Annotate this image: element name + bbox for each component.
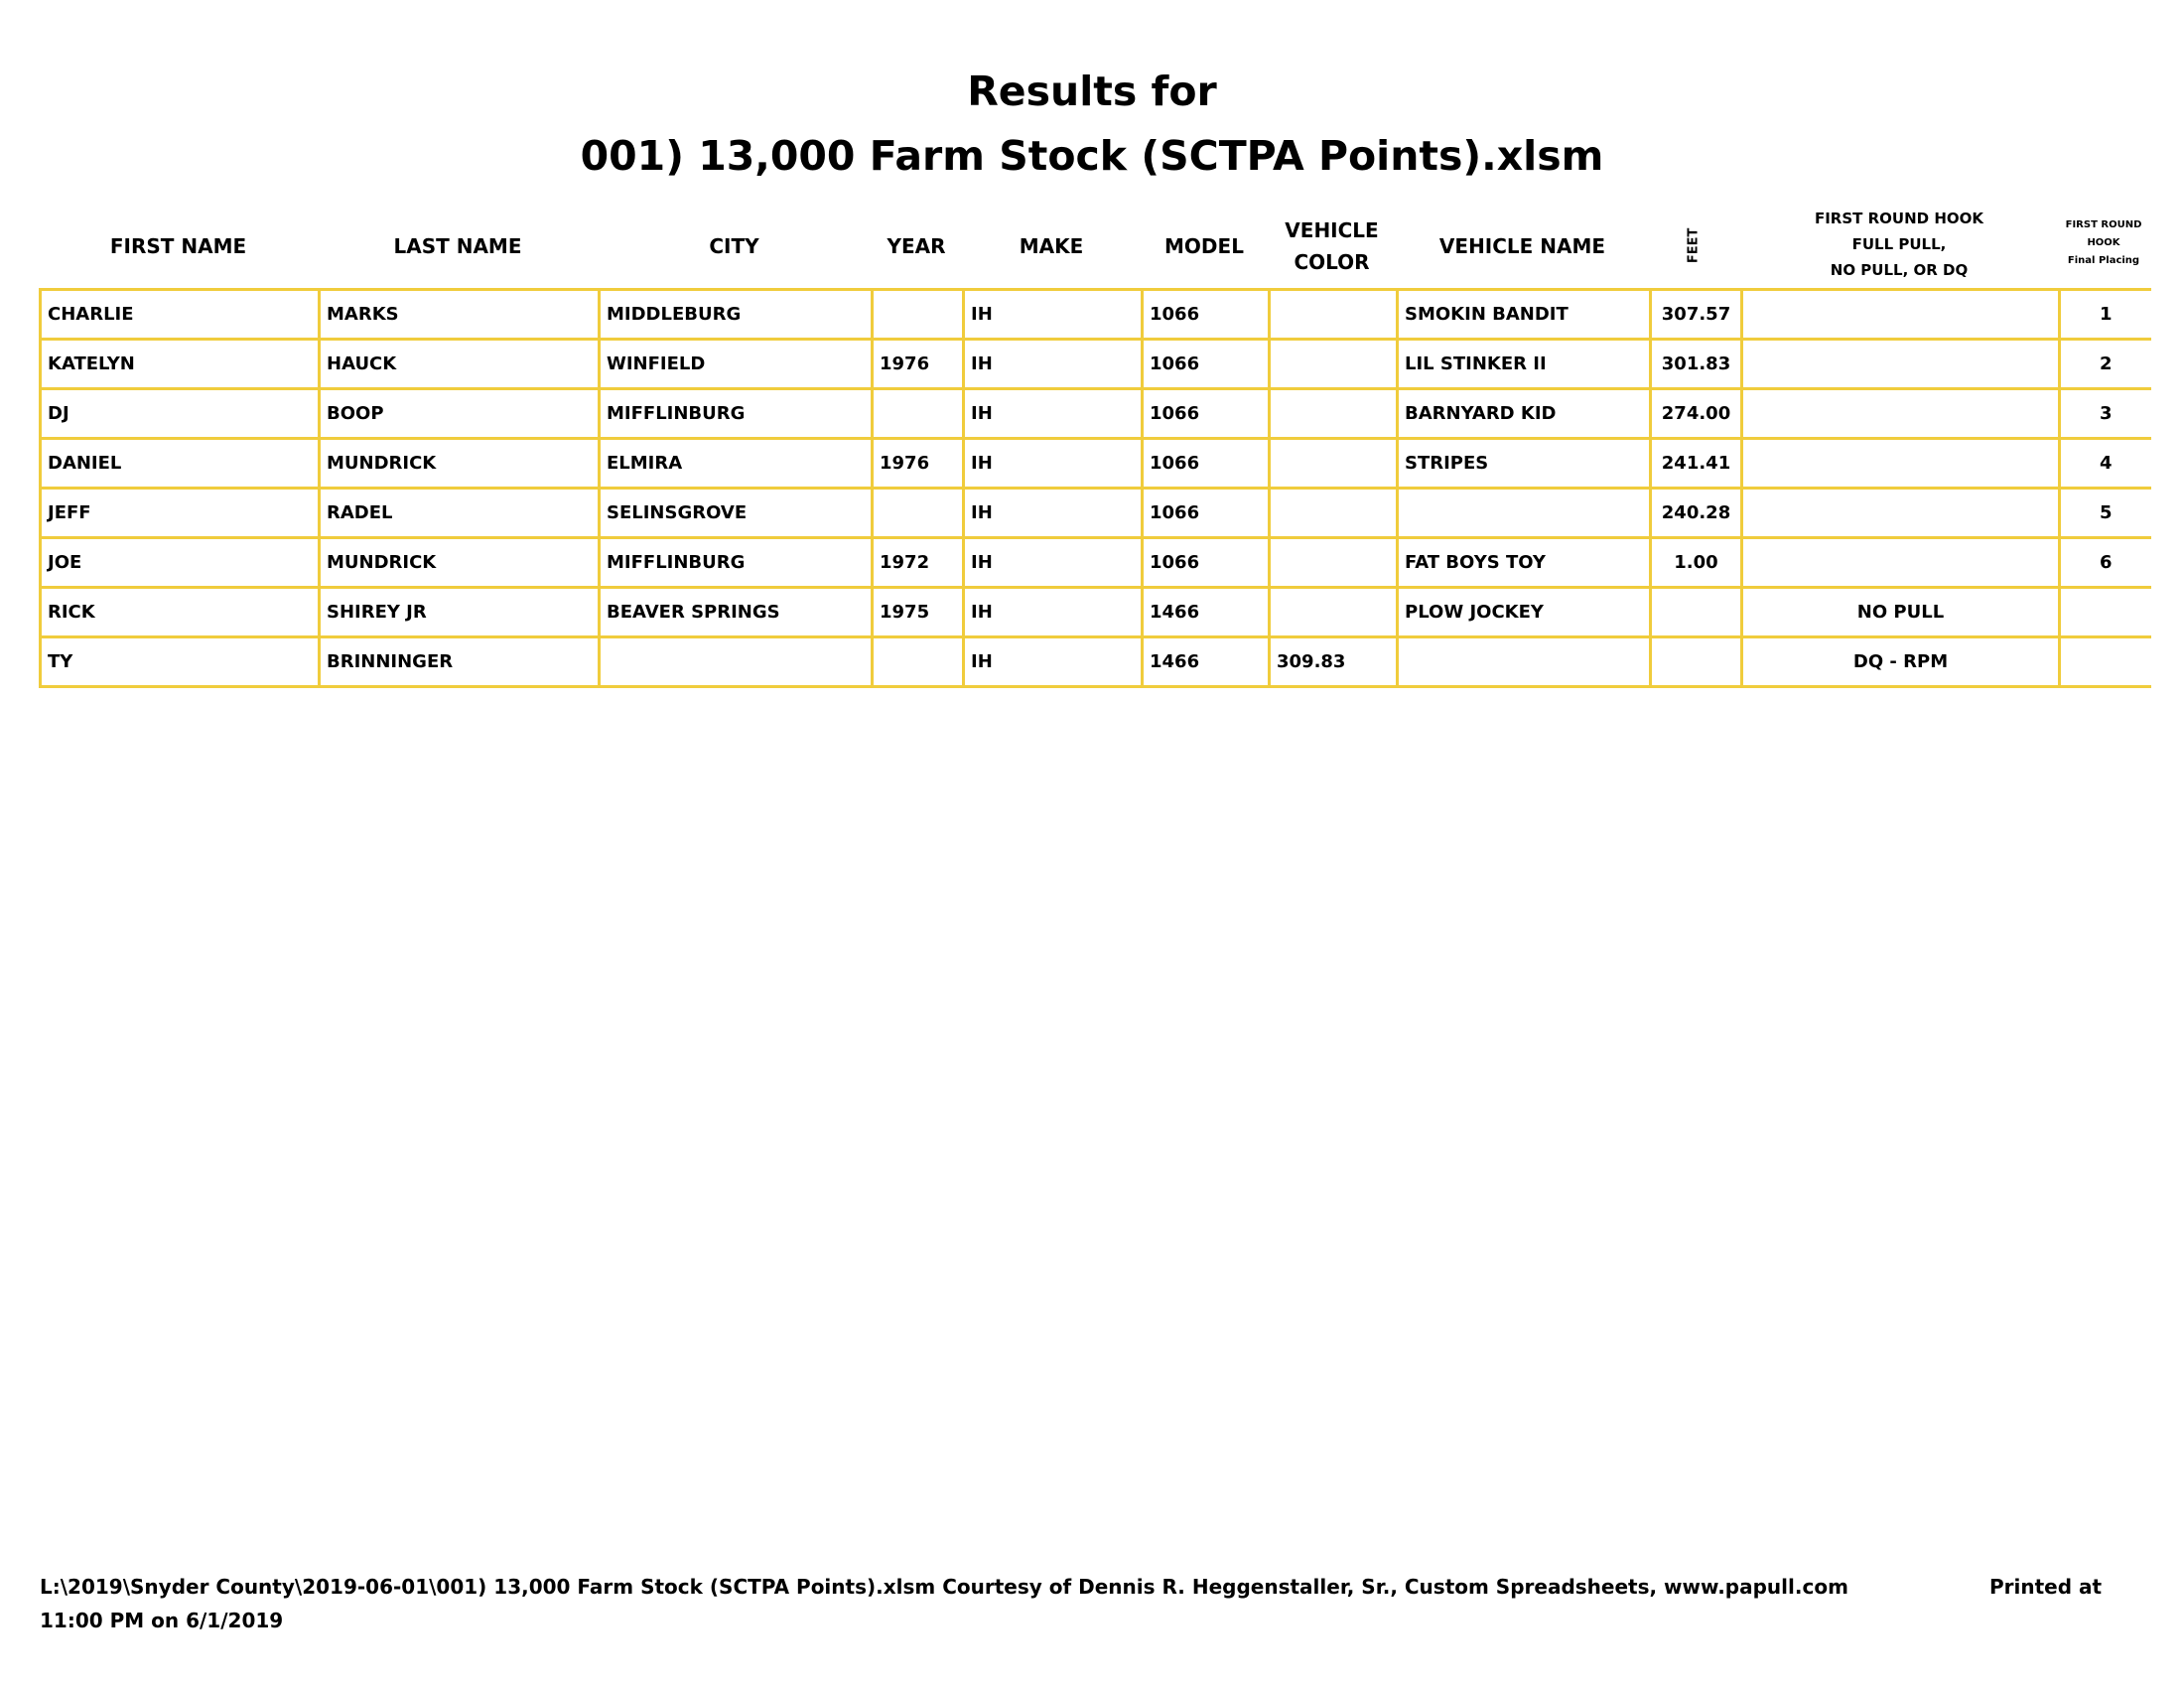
header-first-round-hook-line-1: FIRST ROUND HOOK (1814, 209, 1984, 227)
table-row (41, 290, 2151, 340)
header-final-placing-line-2: HOOK (2087, 237, 2120, 248)
cell-final-placing: 3 (2060, 389, 2151, 439)
cell-model: 1066 (1143, 489, 1270, 538)
cell-first-name: JEFF (41, 489, 320, 538)
cell-model: 1066 (1143, 340, 1270, 389)
cell-first-name: DJ (41, 389, 320, 439)
cell-final-placing: 2 (2060, 340, 2151, 389)
header-final-placing-line-1: FIRST ROUND (2065, 219, 2142, 230)
cell-first-round-hook (1742, 290, 2060, 340)
header-vehicle-color-line-1: VEHICLE (1285, 217, 1379, 242)
footer-printed-label: Printed at (1989, 1575, 2103, 1599)
cell-feet: 1.00 (1651, 538, 1742, 588)
cell-city: SELINSGROVE (600, 489, 873, 538)
cell-final-placing: 1 (2060, 290, 2151, 340)
cell-vehicle-name: LIL STINKER II (1398, 340, 1651, 389)
cell-year (873, 290, 964, 340)
footer-file-path: L:\2019\Snyder County\2019-06-01\001) 13,000 Farm Stock (SCTPA Points).xlsm Courtesy of Dennis R. Heggenstaller, Sr., Custom Spreadsheets, www.papull.com (40, 1575, 1848, 1599)
cell-vehicle-color (1270, 389, 1398, 439)
cell-last-name: BOOP (320, 389, 600, 439)
header-make: MAKE (1019, 233, 1084, 258)
cell-first-round-hook (1742, 439, 2060, 489)
cell-first-name: TY (41, 637, 320, 687)
cell-feet: 240.28 (1651, 489, 1742, 538)
header-first-round-hook (1740, 206, 2058, 283)
cell-city (600, 637, 873, 687)
cell-model: 1066 (1143, 290, 1270, 340)
cell-first-round-hook (1742, 489, 2060, 538)
footer-printed-time: 11:00 PM on 6/1/2019 (40, 1609, 284, 1632)
cell-final-placing: 5 (2060, 489, 2151, 538)
table-row (41, 588, 2151, 637)
cell-first-round-hook (1742, 340, 2060, 389)
cell-last-name: MUNDRICK (320, 439, 600, 489)
table-row (41, 637, 2151, 687)
cell-city: MIDDLEBURG (600, 290, 873, 340)
cell-feet: 274.00 (1651, 389, 1742, 439)
cell-year (873, 489, 964, 538)
cell-feet: 307.57 (1651, 290, 1742, 340)
cell-make: IH (964, 588, 1143, 637)
cell-first-name: CHARLIE (41, 290, 320, 340)
header-vehicle-color (1268, 209, 1396, 283)
cell-first-round-hook (1742, 538, 2060, 588)
cell-model: 1066 (1143, 538, 1270, 588)
cell-year: 1976 (873, 340, 964, 389)
cell-last-name: MARKS (320, 290, 600, 340)
cell-vehicle-name: STRIPES (1398, 439, 1651, 489)
header-first-round-hook-line-3: NO PULL, OR DQ (1830, 261, 1969, 280)
cell-final-placing: 4 (2060, 439, 2151, 489)
cell-vehicle-name (1398, 489, 1651, 538)
table-row (41, 439, 2151, 489)
cell-last-name: BRINNINGER (320, 637, 600, 687)
cell-city: ELMIRA (600, 439, 873, 489)
cell-year (873, 637, 964, 687)
results-table-body (41, 290, 2151, 687)
cell-vehicle-color (1270, 290, 1398, 340)
cell-year: 1976 (873, 439, 964, 489)
cell-feet: 241.41 (1651, 439, 1742, 489)
cell-last-name: MUNDRICK (320, 538, 600, 588)
cell-model: 1466 (1143, 637, 1270, 687)
cell-feet: 301.83 (1651, 340, 1742, 389)
header-final-placing-line-3: Final Placing (2067, 255, 2140, 266)
cell-make: IH (964, 340, 1143, 389)
cell-vehicle-name: PLOW JOCKEY (1398, 588, 1651, 637)
cell-last-name: HAUCK (320, 340, 600, 389)
table-row (41, 389, 2151, 439)
cell-make: IH (964, 389, 1143, 439)
cell-feet (1651, 588, 1742, 637)
cell-vehicle-color (1270, 489, 1398, 538)
cell-final-placing (2060, 588, 2151, 637)
cell-city: MIFFLINBURG (600, 389, 873, 439)
header-vehicle-color-line-2: COLOR (1294, 249, 1370, 274)
cell-year (873, 389, 964, 439)
cell-vehicle-color (1270, 588, 1398, 637)
cell-first-name: KATELYN (41, 340, 320, 389)
cell-first-name: DANIEL (41, 439, 320, 489)
cell-make: IH (964, 290, 1143, 340)
cell-model: 1066 (1143, 389, 1270, 439)
header-final-placing (2058, 213, 2149, 273)
cell-vehicle-color (1270, 439, 1398, 489)
header-city: CITY (709, 233, 759, 258)
cell-vehicle-name (1398, 637, 1651, 687)
header-vehicle-name: VEHICLE NAME (1438, 233, 1606, 258)
cell-vehicle-name: FAT BOYS TOY (1398, 538, 1651, 588)
cell-city: WINFIELD (600, 340, 873, 389)
cell-first-round-hook: DQ - RPM (1742, 637, 2060, 687)
header-first-round-hook-line-2: FULL PULL, (1851, 234, 1947, 253)
cell-year: 1972 (873, 538, 964, 588)
cell-make: IH (964, 439, 1143, 489)
page-title-line-2: 001) 13,000 Farm Stock (SCTPA Points).xlsm (580, 132, 1604, 180)
cell-last-name: SHIREY JR (320, 588, 600, 637)
cell-make: IH (964, 637, 1143, 687)
cell-model: 1066 (1143, 439, 1270, 489)
cell-vehicle-color (1270, 340, 1398, 389)
page-title-line-1: Results for (967, 68, 1217, 115)
header-year: YEAR (887, 233, 946, 258)
cell-first-round-hook: NO PULL (1742, 588, 2060, 637)
cell-city: MIFFLINBURG (600, 538, 873, 588)
header-last-name: LAST NAME (393, 233, 522, 258)
cell-model: 1466 (1143, 588, 1270, 637)
cell-vehicle-name: BARNYARD KID (1398, 389, 1651, 439)
cell-first-name: RICK (41, 588, 320, 637)
cell-final-placing: 6 (2060, 538, 2151, 588)
table-row (41, 489, 2151, 538)
cell-last-name: RADEL (320, 489, 600, 538)
cell-first-round-hook (1742, 389, 2060, 439)
cell-make: IH (964, 489, 1143, 538)
cell-feet (1651, 637, 1742, 687)
cell-make: IH (964, 538, 1143, 588)
table-row (41, 340, 2151, 389)
cell-vehicle-name: SMOKIN BANDIT (1398, 290, 1651, 340)
cell-vehicle-color (1270, 538, 1398, 588)
table-row (41, 538, 2151, 588)
cell-vehicle-color: 309.83 (1270, 637, 1398, 687)
cell-final-placing (2060, 637, 2151, 687)
header-feet-label: FEET (1686, 227, 1702, 263)
header-first-name: FIRST NAME (109, 233, 247, 258)
cell-year: 1975 (873, 588, 964, 637)
results-table (39, 288, 2151, 688)
header-feet (1649, 211, 1740, 280)
cell-city: BEAVER SPRINGS (600, 588, 873, 637)
header-model: MODEL (1164, 233, 1244, 258)
cell-first-name: JOE (41, 538, 320, 588)
